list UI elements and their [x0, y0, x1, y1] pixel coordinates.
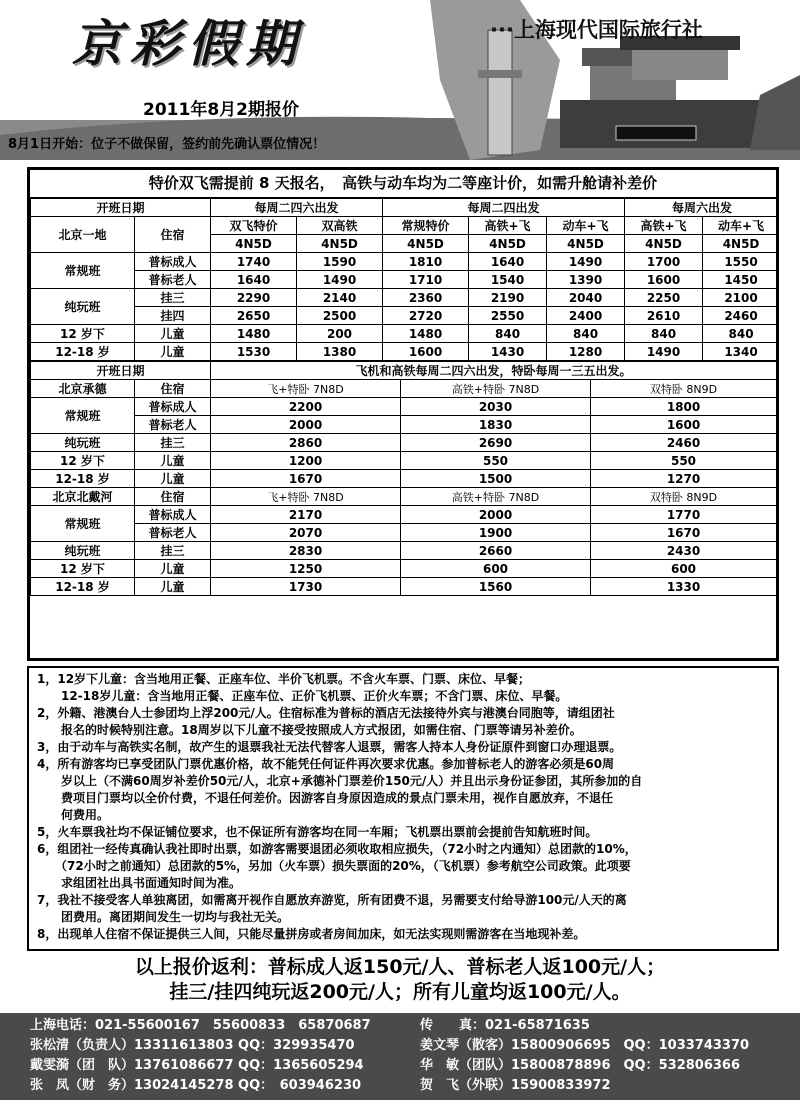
section-stay: 住宿 — [135, 488, 211, 506]
note-line: 5，火车票我社均不保证铺位要求，也不保证所有游客均在同一车厢；飞机票出票前会提前告知航班时间。 — [37, 825, 598, 839]
stay-cell: 普标成人 — [135, 253, 211, 271]
class-cell: 12-18 岁 — [31, 343, 135, 361]
stay-cell: 儿童 — [135, 578, 211, 596]
price-cell: 2460 — [703, 307, 779, 325]
note-line: （72小时之前通知）总团款的5%，另加（火车票）损失票面的20%，（飞机票）参考航空公司政策。此项要 — [37, 859, 631, 873]
table-row — [31, 343, 780, 361]
price-cell: 1640 — [211, 271, 297, 289]
price-cell: 1530 — [211, 343, 297, 361]
note-line: 2，外籍、港澳台人士参团均上浮200元/人。住宿标准为普标的酒店无法接待外宾与港澳台同胞等，请组团社 — [37, 706, 615, 720]
h-schedule-note: 飞机和高铁每周二四六出发，特卧每周一三五出发。 — [211, 362, 777, 380]
note-line: 报名的时候特别注意。18周岁以下儿童不接受按照成人方式报团，如需住宿、门票等请另补差价。 — [37, 723, 582, 737]
contact-entry: 戴雯漪（团 队）13761086677 QQ：1365605294 — [30, 1058, 364, 1073]
price-cell: 2610 — [625, 307, 703, 325]
note-line: 8，出现单人住宿不保证提供三人间，只能尽量拼房或者房间加床，如无法实现则需游客在当地现补差。 — [37, 927, 586, 941]
price-cell: 840 — [625, 325, 703, 343]
note-line: 何费用。 — [37, 808, 110, 822]
price-cell: 840 — [547, 325, 625, 343]
stay-cell: 儿童 — [135, 470, 211, 488]
price-cell: 1390 — [547, 271, 625, 289]
price-cell: 1250 — [211, 560, 401, 578]
price-cell: 2860 — [211, 434, 401, 452]
h-type: 动车+飞 — [703, 217, 779, 235]
contact-entry: 姜文琴（散客）15800906695 QQ：1033743370 — [420, 1038, 750, 1053]
section-city: 北京北戴河 — [31, 488, 135, 506]
section-stay: 住宿 — [135, 380, 211, 398]
tour-price-table — [30, 361, 777, 596]
price-cell: 1800 — [591, 398, 777, 416]
h-group: 每周二四六出发 — [211, 199, 383, 217]
table-row — [31, 560, 777, 578]
h-type: 常规特价 — [383, 217, 469, 235]
price-cell: 1600 — [383, 343, 469, 361]
price-cell: 1490 — [625, 343, 703, 361]
price-cell: 2250 — [625, 289, 703, 307]
price-cell: 1480 — [211, 325, 297, 343]
section-header — [31, 488, 777, 506]
price-cell: 1490 — [547, 253, 625, 271]
contact-row — [30, 1036, 800, 1056]
price-cell: 600 — [591, 560, 777, 578]
price-cell: 1480 — [383, 325, 469, 343]
section-city: 北京承德 — [31, 380, 135, 398]
terms-notes — [27, 666, 779, 951]
table-row — [31, 470, 777, 488]
h-type: 高铁+飞 — [469, 217, 547, 235]
price-cell: 2690 — [401, 434, 591, 452]
stay-cell: 普标成人 — [135, 398, 211, 416]
agency-name: ···上海现代国际旅行社 — [490, 18, 703, 42]
table-row — [31, 271, 780, 289]
price-cell: 1450 — [703, 271, 779, 289]
note-line: 费项目门票均以全价付费，不退任何差价。因游客自身原因造成的景点门票未用，视作自愿放弃，不退任 — [37, 791, 614, 805]
contact-entry: 上海电话：021-55600167 55600833 65870687 — [30, 1018, 371, 1033]
table-row — [31, 289, 780, 307]
h-type: 双高铁 — [297, 217, 383, 235]
price-cell: 1730 — [211, 578, 401, 596]
price-cell: 1490 — [297, 271, 383, 289]
price-cell: 1710 — [383, 271, 469, 289]
header — [0, 0, 800, 160]
section-header — [31, 380, 777, 398]
contact-row — [30, 1016, 800, 1036]
price-cell: 1200 — [211, 452, 401, 470]
price-cell: 1590 — [297, 253, 383, 271]
price-cell: 1700 — [625, 253, 703, 271]
class-cell: 纯玩班 — [31, 289, 135, 325]
note-line: 团费用。离团期间发生一切均与我社无关。 — [37, 910, 290, 924]
h-days: 4N5D — [625, 235, 703, 253]
issue-title: 2011年8月2期报价 — [143, 100, 299, 120]
price-cell: 1670 — [591, 524, 777, 542]
h-stay: 住宿 — [135, 217, 211, 253]
price-cell: 1640 — [469, 253, 547, 271]
stay-cell: 儿童 — [135, 343, 211, 361]
h-date: 开班日期 — [31, 362, 211, 380]
section-type: 双特卧 8N9D — [591, 488, 777, 506]
price-cell: 1740 — [211, 253, 297, 271]
rebate-summary — [0, 955, 800, 1005]
price-cell: 2830 — [211, 542, 401, 560]
stay-cell: 普标成人 — [135, 506, 211, 524]
price-cell: 2500 — [297, 307, 383, 325]
note-line: 6，组团社一经传真确认我社即时出票，如游客需要退团必须收取相应损失，（72小时之内通知）总团款的10%， — [37, 842, 637, 856]
note-line: 岁以上（不满60周岁补差价50元/人，北京+承德补门票差价150元/人）并且出示身份证参团，其所参加的自 — [37, 774, 643, 788]
contact-entry: 传 真：021-65871635 — [420, 1018, 590, 1033]
price-cell: 2000 — [401, 506, 591, 524]
contact-row — [30, 1056, 800, 1076]
stay-cell: 儿童 — [135, 452, 211, 470]
h-city: 北京一地 — [31, 217, 135, 253]
price-cell: 550 — [401, 452, 591, 470]
price-cell: 2650 — [211, 307, 297, 325]
price-cell: 1550 — [703, 253, 779, 271]
table-row — [31, 506, 777, 524]
contact-entry: 张松清（负责人）13311613803 QQ：329935470 — [30, 1038, 355, 1053]
class-cell: 12-18 岁 — [31, 470, 135, 488]
price-cell: 2430 — [591, 542, 777, 560]
contact-entry: 贺 飞（外联）15900833972 — [420, 1078, 611, 1093]
price-cell: 2190 — [469, 289, 547, 307]
price-cell: 2720 — [383, 307, 469, 325]
class-cell: 12 岁下 — [31, 560, 135, 578]
note-line: 1，12岁下儿童：含当地用正餐、正座车位、半价飞机票。不含火车票、门票、床位、早餐； — [37, 672, 531, 686]
table-row — [31, 325, 780, 343]
price-cell: 2360 — [383, 289, 469, 307]
price-cell: 200 — [297, 325, 383, 343]
note-line: 12-18岁儿童：含当地用正餐、正座车位、正价飞机票、正价火车票；不含门票、床位、早餐。 — [37, 689, 568, 703]
stay-cell: 儿童 — [135, 560, 211, 578]
price-cell: 2140 — [297, 289, 383, 307]
contact-row — [30, 1076, 800, 1096]
price-cell: 2040 — [547, 289, 625, 307]
price-cell: 2030 — [401, 398, 591, 416]
table-row — [31, 253, 780, 271]
price-cell: 2290 — [211, 289, 297, 307]
h-date: 开班日期 — [31, 199, 211, 217]
price-cell: 2000 — [211, 416, 401, 434]
section-type: 高铁+特卧 7N8D — [401, 380, 591, 398]
booking-notice: 8月1日开始：位子不做保留，签约前先确认票位情况！ — [8, 137, 326, 152]
beijing-rows — [31, 253, 780, 361]
stay-cell: 普标老人 — [135, 524, 211, 542]
price-cell: 1270 — [591, 470, 777, 488]
tour-rows — [31, 380, 777, 596]
class-cell: 12-18 岁 — [31, 578, 135, 596]
price-cell: 1900 — [401, 524, 591, 542]
price-cell: 1600 — [625, 271, 703, 289]
stay-cell: 挂三 — [135, 434, 211, 452]
h-type: 双飞特价 — [211, 217, 297, 235]
class-cell: 常规班 — [31, 398, 135, 434]
class-cell: 常规班 — [31, 506, 135, 542]
stay-cell: 挂三 — [135, 289, 211, 307]
stay-cell: 挂三 — [135, 542, 211, 560]
price-cell: 1380 — [297, 343, 383, 361]
summary-line: 挂三/挂四纯玩返200元/人；所有儿童均返100元/人。 — [169, 981, 631, 1003]
price-cell: 1540 — [469, 271, 547, 289]
contact-panel — [0, 1013, 800, 1100]
class-cell: 常规班 — [31, 253, 135, 289]
price-cell: 1770 — [591, 506, 777, 524]
price-cell: 2550 — [469, 307, 547, 325]
h-days: 4N5D — [703, 235, 779, 253]
price-cell: 2660 — [401, 542, 591, 560]
price-cell: 1500 — [401, 470, 591, 488]
h-days: 4N5D — [547, 235, 625, 253]
stay-cell: 普标老人 — [135, 271, 211, 289]
section-type: 高铁+特卧 7N8D — [401, 488, 591, 506]
class-cell: 12 岁下 — [31, 452, 135, 470]
price-cell: 1600 — [591, 416, 777, 434]
table-row — [31, 434, 777, 452]
contact-entry: 华 敏（团队）15800878896 QQ：532806366 — [420, 1058, 741, 1073]
price-cell: 2200 — [211, 398, 401, 416]
table-row — [31, 398, 777, 416]
stay-cell: 儿童 — [135, 325, 211, 343]
section-type: 双特卧 8N9D — [591, 380, 777, 398]
price-cell: 1330 — [591, 578, 777, 596]
price-cell: 1830 — [401, 416, 591, 434]
price-cell: 840 — [469, 325, 547, 343]
beijing-price-table — [30, 198, 779, 361]
price-cell: 1430 — [469, 343, 547, 361]
summary-line: 以上报价返利：普标成人返150元/人、普标老人返100元/人； — [134, 956, 666, 978]
price-cell: 550 — [591, 452, 777, 470]
h-group: 每周六出发 — [625, 199, 779, 217]
price-cell: 840 — [703, 325, 779, 343]
price-cell: 1670 — [211, 470, 401, 488]
h-days: 4N5D — [211, 235, 297, 253]
section-type: 飞+特卧 7N8D — [211, 380, 401, 398]
note-line: 7，我社不接受客人单独离团，如需离开视作自愿放弃游览，所有团费不退，另需要支付给导游100元/人天的离 — [37, 893, 627, 907]
price-cell: 1810 — [383, 253, 469, 271]
class-cell: 纯玩班 — [31, 542, 135, 560]
price-cell: 2170 — [211, 506, 401, 524]
contact-entry: 张 凤（财 务）13024145278 QQ： 603946230 — [30, 1078, 362, 1093]
price-cell: 2100 — [703, 289, 779, 307]
h-days: 4N5D — [297, 235, 383, 253]
stay-cell: 挂四 — [135, 307, 211, 325]
note-line: 求组团社出具书面通知时间为准。 — [37, 876, 242, 890]
price-cell: 2070 — [211, 524, 401, 542]
table-row — [31, 542, 777, 560]
table-row — [31, 416, 777, 434]
price-cell: 2400 — [547, 307, 625, 325]
class-cell: 纯玩班 — [31, 434, 135, 452]
class-cell: 12 岁下 — [31, 325, 135, 343]
h-days: 4N5D — [383, 235, 469, 253]
price-cell: 1340 — [703, 343, 779, 361]
section-type: 飞+特卧 7N8D — [211, 488, 401, 506]
price-cell: 2460 — [591, 434, 777, 452]
note-line: 3，由于动车与高铁实名制，故产生的退票我社无法代替客人退票，需客人持本人身份证原件到窗口办理退票。 — [37, 740, 622, 754]
h-type: 高铁+飞 — [625, 217, 703, 235]
note-line: 4，所有游客均已享受团队门票优惠价格，故不能凭任何证件再次要求优惠。参加普标老人的游客必须是60周 — [37, 757, 615, 771]
price-cell: 600 — [401, 560, 591, 578]
table-row — [31, 452, 777, 470]
brand-title: 京彩假期 — [72, 14, 304, 73]
price-cell: 1280 — [547, 343, 625, 361]
price-table — [27, 167, 779, 661]
price-cell: 1560 — [401, 578, 591, 596]
table-row — [31, 307, 780, 325]
h-type: 动车+飞 — [547, 217, 625, 235]
table-row — [31, 578, 777, 596]
h-group: 每周二四出发 — [383, 199, 625, 217]
stay-cell: 普标老人 — [135, 416, 211, 434]
table-row — [31, 524, 777, 542]
table-banner: 特价双飞需提前 8 天报名， 高铁与动车均为二等座计价，如需升舱请补差价 — [30, 170, 776, 198]
h-days: 4N5D — [469, 235, 547, 253]
